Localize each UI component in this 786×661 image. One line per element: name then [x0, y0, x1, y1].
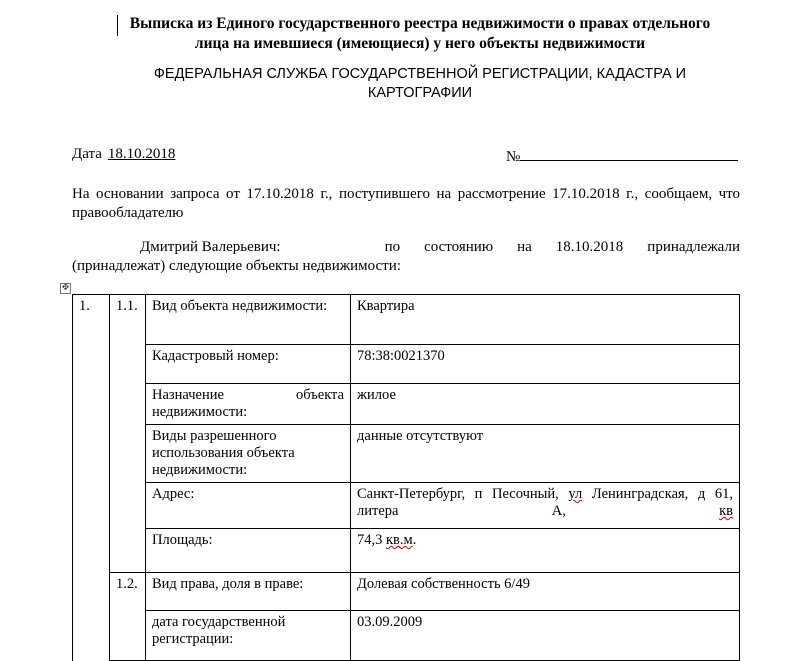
label-purpose: Назначение объекта недвижимости:: [146, 384, 351, 425]
request-paragraph: На основании запроса от 17.10.2018 г., поступившего на рассмотрение 17.10.2018 г., сообщаем, что правообладателю: [72, 186, 740, 221]
label-address: Адрес:: [146, 483, 351, 529]
value-permitted-use: данные отсутствуют: [351, 425, 740, 483]
holder-status-text: по состоянию на 18.10.2018 принадлежали: [384, 239, 740, 255]
title-line-1: Выписка из Единого государственного реестра недвижимости о правах отдельного: [129, 15, 711, 32]
value-cadastral-number: 78:38:0021370: [351, 345, 740, 384]
agency-line-2: КАРТОГРАФИИ: [367, 85, 473, 101]
number-blank-field: [520, 146, 738, 161]
address-part-1: Санкт-Петербург, п Песочный,: [357, 486, 559, 502]
table-row: [73, 611, 740, 661]
label-right-type: Вид права, доля в праве:: [146, 573, 351, 611]
holder-paragraph: [72, 238, 740, 276]
value-address: [351, 483, 740, 529]
address-apt-abbr: кв: [719, 503, 733, 519]
area-number: 74,3: [357, 532, 383, 548]
number-line: [506, 146, 738, 166]
date-label: Дата: [72, 146, 102, 162]
value-purpose: жилое: [351, 384, 740, 425]
agency-line-1: ФЕДЕРАЛЬНАЯ СЛУЖБА ГОСУДАРСТВЕННОЙ РЕГИСТРАЦИИ, КАДАСТРА И: [153, 66, 687, 82]
label-permitted-use: Виды разрешенного использования объекта недвижимости:: [146, 425, 351, 483]
value-object-type: Квартира: [351, 295, 740, 345]
holder-name: Дмитрий Валерьевич:: [140, 239, 281, 255]
agency-name: [100, 65, 740, 103]
label-area: Площадь:: [146, 529, 351, 573]
table-move-handle-icon[interactable]: ✥: [61, 283, 70, 293]
address-street-abbr: ул: [568, 486, 583, 502]
holder-status: [361, 238, 740, 257]
sub-number-1: 1.1.: [110, 295, 146, 573]
table-row: [73, 573, 740, 611]
value-area: [351, 529, 740, 573]
number-label: №: [506, 149, 521, 165]
table-row: [73, 384, 740, 425]
area-period: .: [412, 532, 417, 548]
property-table: [72, 294, 740, 661]
address-part-2: Ленинградская, д 61, литера А,: [357, 486, 733, 519]
label-cadastral-number: Кадастровый номер:: [146, 345, 351, 384]
table-row: [73, 295, 740, 345]
document-title: [100, 14, 740, 54]
label-registration-date: дата государственной регистрации:: [146, 611, 351, 661]
sub-number-2: 1.2.: [110, 573, 146, 661]
area-unit: кв.м: [386, 532, 413, 548]
value-right-type: Долевая собственность 6/49: [351, 573, 740, 611]
table-row: [73, 425, 740, 483]
date-line: [72, 146, 175, 163]
title-line-2: лица на имевшиеся (имеющиеся) у него объекты недвижимости: [194, 35, 646, 52]
holder-line-2: (принадлежат) следующие объекты недвижимости:: [72, 258, 401, 274]
table-row: [73, 529, 740, 573]
table-row: [73, 483, 740, 529]
row-number: 1.: [73, 295, 110, 661]
table-row: [73, 345, 740, 384]
date-value: 18.10.2018: [107, 146, 176, 162]
label-object-type: Вид объекта недвижимости:: [146, 295, 351, 345]
value-registration-date: 03.09.2009: [351, 611, 740, 661]
